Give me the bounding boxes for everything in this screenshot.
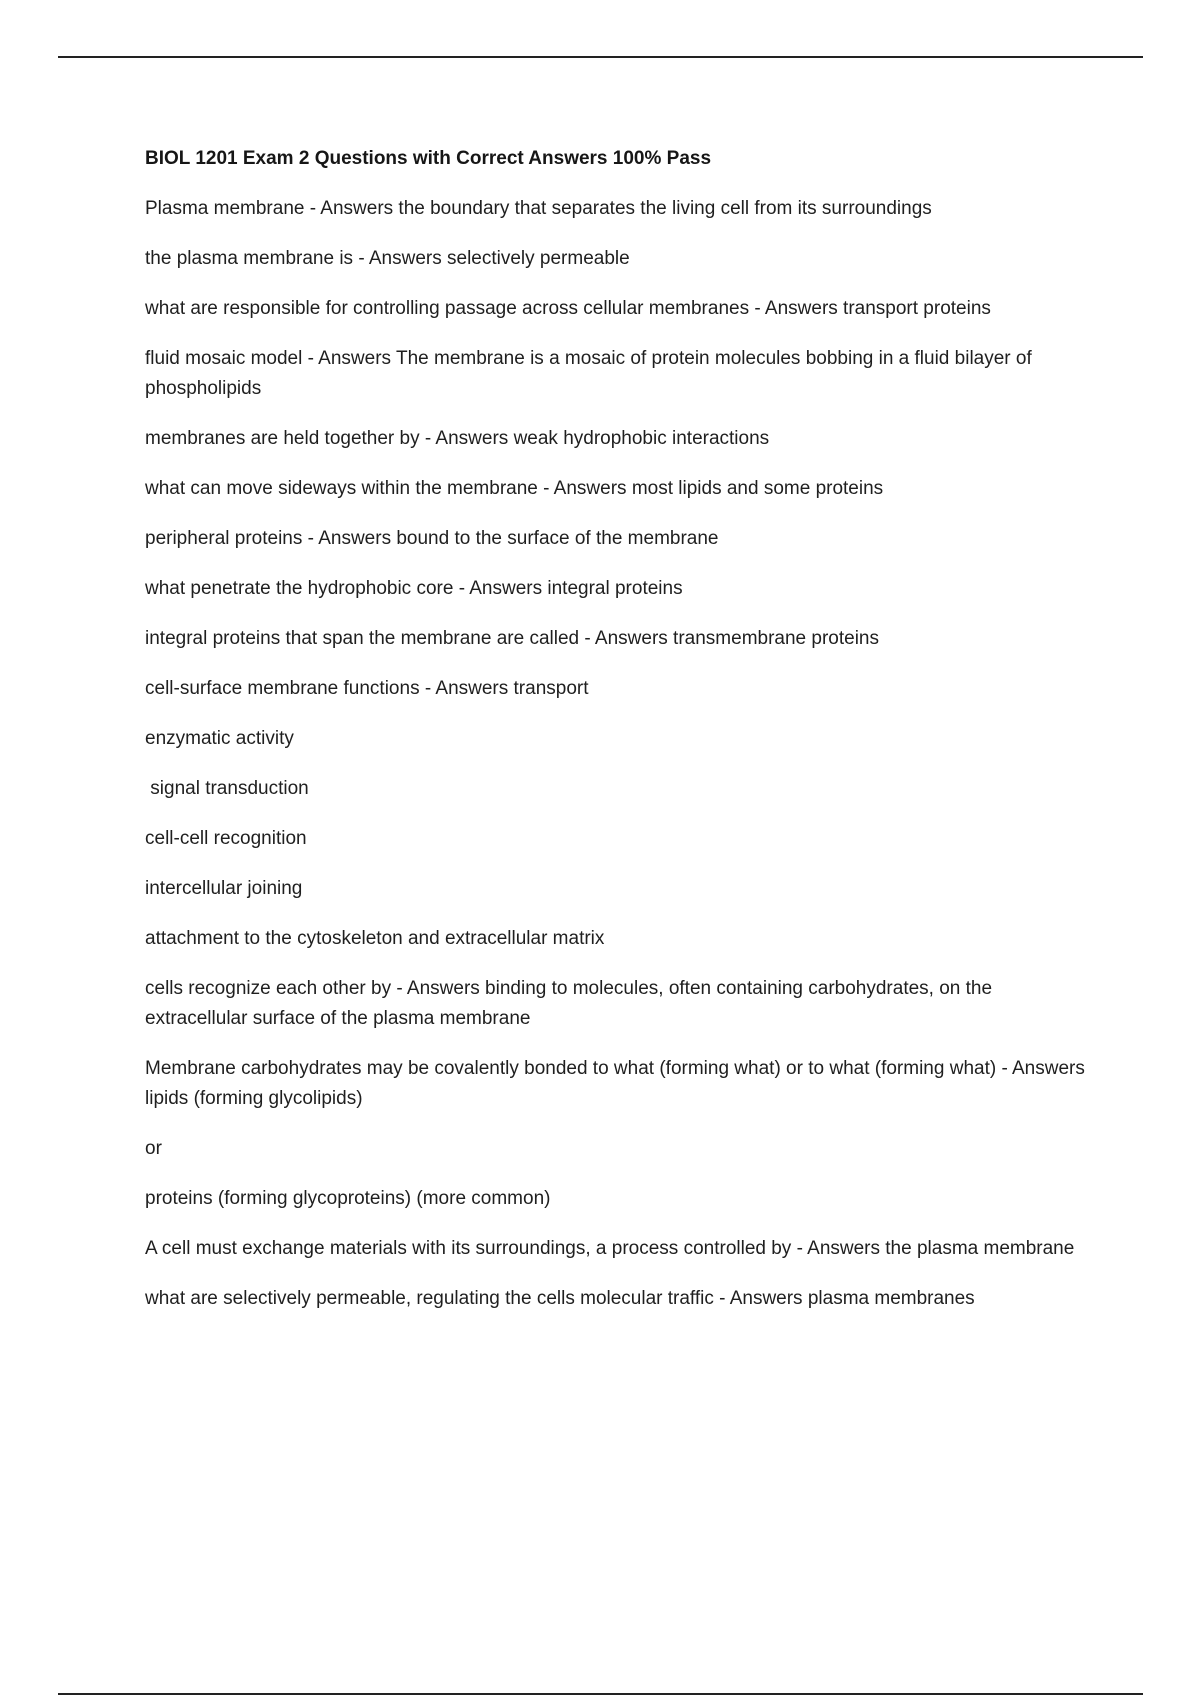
qa-entry: cells recognize each other by - Answers binding to molecules, often containing carbohydrates, on the extracellular surface of the plasma membrane — [145, 978, 998, 1029]
qa-entry: what are responsible for controlling passage across cellular membranes - Answers transport proteins — [145, 298, 991, 319]
qa-entry: intercellular joining — [145, 878, 303, 899]
qa-entry: what are selectively permeable, regulating the cells molecular traffic - Answers plasma membranes — [145, 1288, 975, 1309]
qa-entry: the plasma membrane is - Answers selectively permeable — [145, 248, 630, 269]
qa-entry: signal transduction — [145, 778, 309, 799]
qa-entry: Plasma membrane - Answers the boundary that separates the living cell from its surroundings — [145, 198, 932, 219]
qa-entry: cell-surface membrane functions - Answers transport — [145, 678, 589, 699]
document-body — [145, 144, 1090, 1334]
qa-entry: or — [145, 1138, 162, 1159]
qa-entry: proteins (forming glycoproteins) (more common) — [145, 1188, 551, 1209]
qa-entry: fluid mosaic model - Answers The membrane is a mosaic of protein molecules bobbing in a fluid bilayer of phospholipids — [145, 348, 1038, 399]
qa-entry: Membrane carbohydrates may be covalently bonded to what (forming what) or to what (forming what) - Answers lipids (forming glycolipids) — [145, 1058, 1091, 1109]
qa-entry: membranes are held together by - Answers weak hydrophobic interactions — [145, 428, 770, 449]
document-title: BIOL 1201 Exam 2 Questions with Correct Answers 100% Pass — [145, 148, 712, 169]
qa-entry: attachment to the cytoskeleton and extracellular matrix — [145, 928, 605, 949]
header-rule — [58, 56, 1143, 58]
qa-entry: integral proteins that span the membrane are called - Answers transmembrane proteins — [145, 628, 879, 649]
footer-rule — [58, 1693, 1143, 1695]
qa-entry: cell-cell recognition — [145, 828, 307, 849]
qa-entry: peripheral proteins - Answers bound to the surface of the membrane — [145, 528, 719, 549]
qa-entry: what penetrate the hydrophobic core - Answers integral proteins — [145, 578, 683, 599]
qa-entry: enzymatic activity — [145, 728, 294, 749]
qa-entry: what can move sideways within the membrane - Answers most lipids and some proteins — [145, 478, 884, 499]
qa-entry: A cell must exchange materials with its surroundings, a process controlled by - Answers the plasma membrane — [145, 1238, 1075, 1259]
